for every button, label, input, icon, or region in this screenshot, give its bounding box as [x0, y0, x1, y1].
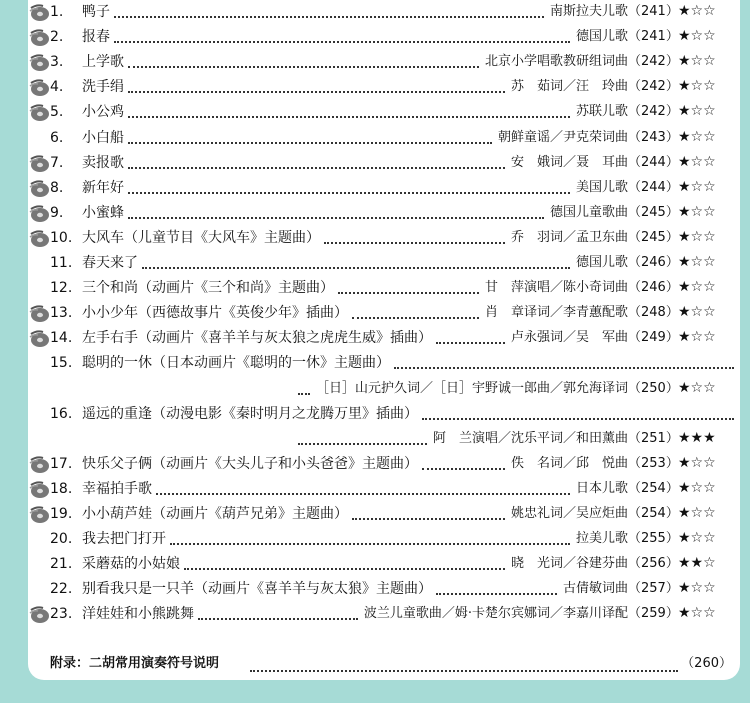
entry-title: 洋娃娃和小熊跳舞 [82, 606, 194, 623]
entry-title: 大风车（儿童节目《大风车》主题曲） [82, 229, 320, 246]
entry-credit: 日本儿歌 [575, 480, 628, 496]
entry-page: （241） [628, 4, 679, 19]
entry-page: （250） [628, 380, 679, 396]
difficulty-stars: ★☆☆ [678, 28, 716, 45]
audio-disc-icon [28, 52, 50, 72]
leader-dots [436, 593, 557, 595]
appendix-label: 附录：二胡常用演奏符号说明 [50, 656, 220, 671]
difficulty-stars: ★☆☆ [678, 530, 716, 547]
entry-number: 10. [50, 229, 73, 246]
difficulty-stars: ★☆☆ [678, 605, 716, 622]
entry-number: 20. [50, 531, 73, 548]
entry-page: （244） [628, 179, 679, 195]
audio-disc-icon [28, 228, 50, 248]
difficulty-stars: ★☆☆ [678, 103, 716, 120]
audio-disc-icon [28, 102, 50, 122]
audio-disc-icon [28, 178, 50, 198]
entry-title: 别看我只是一只羊（动画片《喜羊羊与灰太狼》主题曲） [82, 581, 432, 598]
entry-page: （254） [628, 506, 679, 521]
toc-entry [28, 276, 740, 301]
entry-page: （251） [628, 430, 679, 446]
entry-number: 13. [50, 305, 73, 322]
leader-dots [128, 167, 505, 169]
difficulty-stars: ★☆☆ [678, 379, 716, 396]
entry-credit: ［日］山元护久词／［日］宇野诚一郎曲／郭允海译词 [315, 380, 628, 396]
toc-entry [28, 452, 740, 477]
entry-title: 幸福拍手歌 [82, 480, 152, 497]
audio-disc-icon [28, 454, 50, 474]
difficulty-stars: ★☆☆ [678, 53, 716, 70]
entry-number: 14. [50, 330, 73, 347]
leader-dots [324, 242, 505, 244]
toc-entry [28, 602, 740, 627]
leader-dots [128, 192, 570, 194]
leader-dots [184, 568, 505, 570]
entry-credit: 德国儿歌 [575, 29, 628, 45]
entry-credit: 安 娥词／聂 耳曲 [510, 154, 628, 170]
entry-credit: 南斯拉夫儿歌 [549, 4, 628, 19]
leader-dots [128, 91, 505, 93]
entry-credit: 苏 茹词／汪 玲曲 [510, 79, 628, 95]
entry-credit: 肖 章译词／李青蕙配歌 [484, 305, 628, 321]
entry-page: （257） [628, 581, 679, 597]
audio-disc-icon [28, 328, 50, 348]
difficulty-stars: ★★★ [678, 429, 716, 446]
difficulty-stars: ★☆☆ [678, 279, 716, 296]
entry-page: （245） [628, 204, 679, 220]
appendix-page: （260） [681, 656, 732, 671]
toc-entry [28, 151, 740, 176]
difficulty-stars: ★☆☆ [678, 178, 716, 195]
audio-disc-icon [28, 2, 50, 22]
entry-page: （246） [628, 255, 679, 270]
entry-credit: 苏联儿歌 [575, 104, 628, 120]
leader-dots [128, 217, 544, 219]
entry-number: 3. [50, 54, 64, 71]
entry-page: （243） [628, 129, 679, 145]
entry-credit: 乔 羽词／孟卫东曲 [510, 229, 628, 245]
leader-dots [338, 292, 479, 294]
entry-page: （245） [628, 229, 679, 245]
entry-credit: 卢永强词／吴 军曲 [510, 330, 628, 346]
toc-entry [28, 100, 740, 125]
entry-credit: 阿 兰演唱／沈乐平词／和田薰曲 [432, 430, 628, 446]
entry-title: 小白船 [82, 129, 124, 146]
difficulty-stars: ★☆☆ [678, 128, 716, 145]
entry-number: 8. [50, 179, 64, 196]
entry-title: 聪明的一休（日本动画片《聪明的一休》主题曲） [82, 355, 390, 372]
entry-credit: 甘 萍演唱／陈小奇词曲 [484, 280, 628, 296]
entry-credit: 波兰儿童歌曲／姆·卡楚尔宾娜词／李嘉川译配 [363, 606, 628, 622]
difficulty-stars: ★☆☆ [678, 3, 716, 19]
toc-entry [28, 301, 740, 326]
entry-title: 春天来了 [82, 255, 138, 271]
leader-dots [128, 142, 492, 144]
difficulty-stars: ★☆☆ [678, 580, 716, 597]
toc-entry [28, 251, 740, 276]
entry-number: 1. [50, 4, 64, 20]
audio-disc-icon [28, 303, 50, 323]
toc-entry [28, 477, 740, 502]
difficulty-stars: ★★☆ [678, 555, 716, 572]
toc-entry [28, 351, 740, 376]
audio-disc-icon [28, 479, 50, 499]
difficulty-stars: ★☆☆ [678, 203, 716, 220]
toc-entry [28, 176, 740, 201]
entry-credit: 德国儿歌 [575, 255, 628, 270]
audio-disc-icon [28, 203, 50, 223]
entry-credit: 北京小学唱歌教研组词曲 [484, 54, 628, 70]
entry-title: 采蘑菇的小姑娘 [82, 556, 180, 573]
entry-title: 新年好 [82, 179, 124, 196]
difficulty-stars: ★☆☆ [678, 454, 716, 471]
entry-page: （254） [628, 480, 679, 496]
contents-page [28, 0, 740, 680]
entry-credit: 美国儿歌 [575, 179, 628, 195]
entry-credit: 佚 名词／邱 悦曲 [510, 455, 628, 471]
entry-number: 9. [50, 204, 64, 221]
entry-page: （242） [628, 54, 679, 70]
entry-number: 17. [50, 455, 73, 472]
entry-number: 4. [50, 79, 64, 96]
toc-entry [28, 552, 740, 577]
leader-dots [352, 317, 479, 319]
toc-entry [28, 25, 740, 50]
leader-dots [142, 267, 570, 269]
entry-page: （246） [628, 280, 679, 296]
entry-number: 12. [50, 280, 73, 297]
entry-title: 左手右手（动画片《喜羊羊与灰太狼之虎虎生威》插曲） [82, 330, 432, 347]
entry-title: 小小少年（西德故事片《英俊少年》插曲） [82, 305, 348, 322]
audio-disc-icon [28, 77, 50, 97]
entry-credit: 德国儿童歌曲 [549, 204, 628, 220]
entry-credit: 朝鲜童谣／尹克荣词曲 [497, 129, 628, 145]
entry-title: 上学歌 [82, 54, 124, 71]
audio-disc-icon [28, 604, 50, 624]
entry-credit: 古倩敏词曲 [562, 581, 628, 597]
audio-disc-icon [28, 153, 50, 173]
entry-number: 18. [50, 480, 73, 497]
leader-dots [422, 468, 505, 470]
toc-entry [28, 0, 740, 25]
entry-page: （253） [628, 455, 679, 471]
toc-entry [28, 75, 740, 100]
leader-dots [156, 493, 570, 495]
leader-dots [128, 116, 570, 118]
entry-credit: 晓 光词／谷建芬曲 [510, 556, 628, 572]
entry-title: 洗手绢 [82, 79, 124, 96]
entry-title: 遥远的重逢（动漫电影《秦时明月之龙腾万里》插曲） [82, 405, 418, 422]
entry-title: 快乐父子俩（动画片《大头儿子和小头爸爸》主题曲） [82, 455, 418, 472]
difficulty-stars: ★☆☆ [678, 153, 716, 170]
difficulty-stars: ★☆☆ [678, 329, 716, 346]
toc-entry [28, 427, 740, 452]
entry-page: （242） [628, 104, 679, 120]
difficulty-stars: ★☆☆ [678, 505, 716, 521]
toc-entry [28, 502, 740, 527]
difficulty-stars: ★☆☆ [678, 78, 716, 95]
entry-page: （259） [628, 606, 679, 622]
entry-number: 16. [50, 405, 73, 422]
entry-page: （244） [628, 154, 679, 170]
entry-title: 三个和尚（动画片《三个和尚》主题曲） [82, 280, 334, 297]
entry-page: （256） [628, 556, 679, 572]
entry-title: 鸭子 [82, 4, 110, 20]
leader-dots [394, 367, 734, 369]
difficulty-stars: ★☆☆ [678, 228, 716, 245]
entry-title: 报春 [82, 29, 110, 46]
entry-title: 小公鸡 [82, 104, 124, 121]
entry-number: 11. [50, 255, 73, 271]
toc-entry [28, 226, 740, 251]
toc-entry [28, 402, 740, 427]
leader-dots [198, 618, 358, 620]
entry-number: 7. [50, 154, 64, 171]
toc-entry [28, 577, 740, 602]
entry-title: 小小葫芦娃（动画片《葫芦兄弟》主题曲） [82, 506, 348, 522]
audio-disc-icon [28, 504, 50, 524]
leader-dots [114, 16, 544, 18]
entry-title: 小蜜蜂 [82, 204, 124, 221]
leader-dots [170, 543, 570, 545]
toc-entry [28, 201, 740, 226]
leader-dots [422, 418, 734, 420]
leader-dots [352, 518, 505, 520]
entry-page: （248） [628, 305, 679, 321]
leader-dots [114, 41, 570, 43]
entry-page: （241） [628, 29, 679, 45]
entry-number: 15. [50, 355, 73, 372]
entry-number: 6. [50, 129, 64, 146]
entry-number: 2. [50, 29, 64, 46]
entry-title: 卖报歌 [82, 154, 124, 171]
leader-dots [128, 66, 479, 68]
toc-entry [28, 377, 740, 402]
toc-entry [28, 326, 740, 351]
entry-page: （255） [628, 531, 679, 547]
entry-number: 5. [50, 104, 64, 121]
difficulty-stars: ★☆☆ [678, 254, 716, 270]
entry-number: 22. [50, 581, 73, 598]
toc-entry [28, 50, 740, 75]
entry-title: 我去把门打开 [82, 531, 166, 548]
toc-entry [28, 126, 740, 151]
appendix-leader [250, 670, 678, 672]
difficulty-stars: ★☆☆ [678, 304, 716, 321]
leader-dots [436, 342, 505, 344]
entry-number: 23. [50, 606, 73, 623]
difficulty-stars: ★☆☆ [678, 479, 716, 496]
entry-page: （242） [628, 79, 679, 95]
leader-dots [298, 393, 310, 395]
leader-dots [298, 443, 427, 445]
entry-number: 19. [50, 506, 73, 522]
entry-credit: 姚忠礼词／吴应炬曲 [510, 506, 628, 521]
entry-credit: 拉美儿歌 [575, 531, 628, 547]
audio-disc-icon [28, 27, 50, 47]
entry-number: 21. [50, 556, 73, 573]
toc-entry [28, 527, 740, 552]
entry-page: （249） [628, 330, 679, 346]
